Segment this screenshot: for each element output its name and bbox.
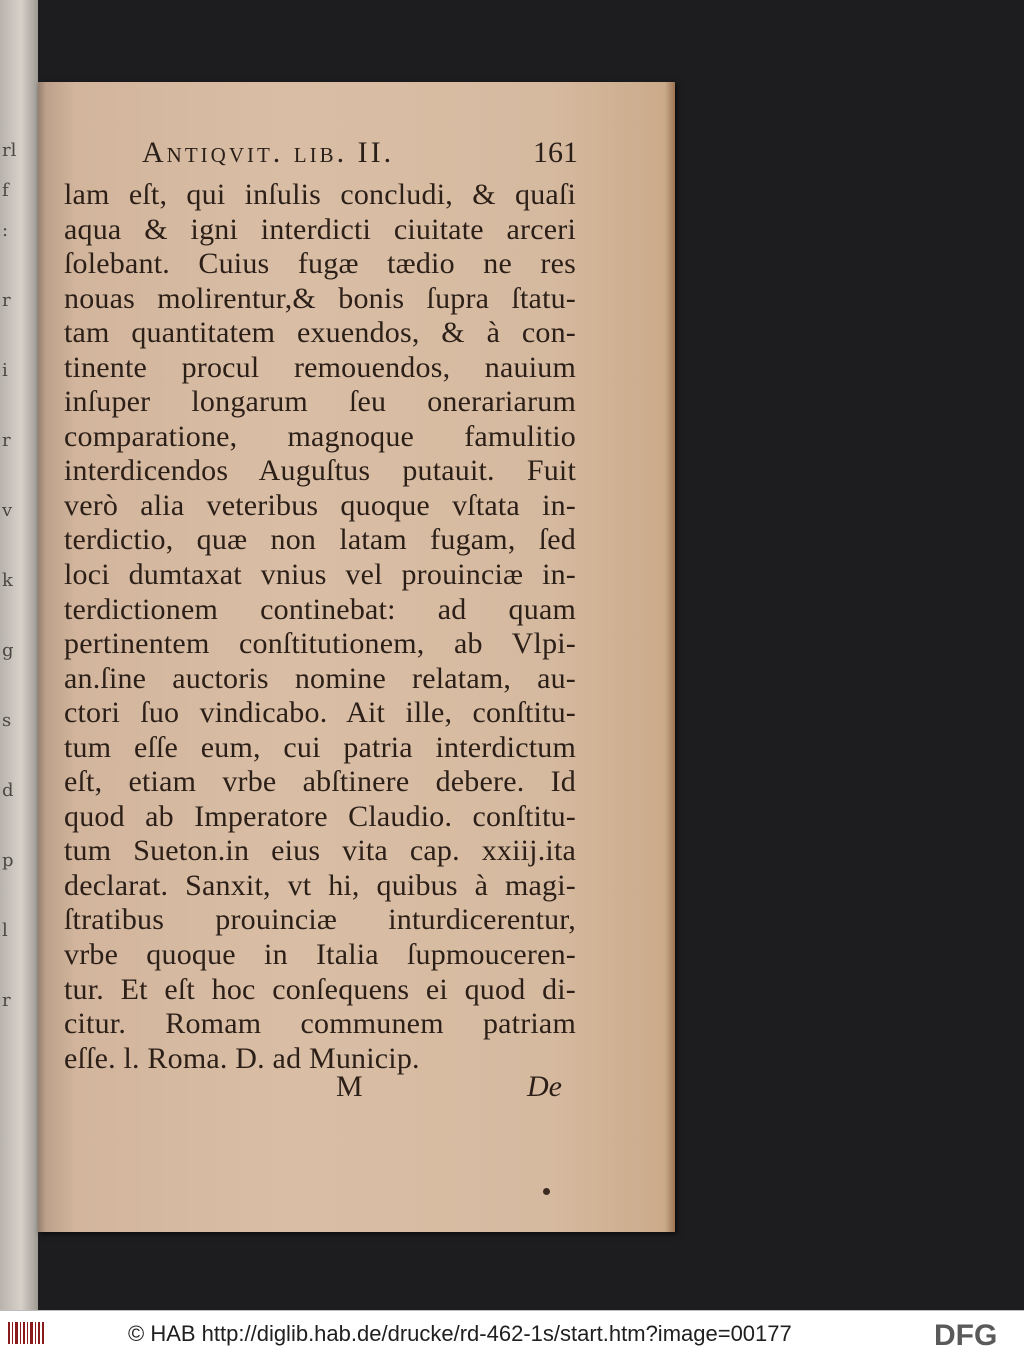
text-line: eſt, etiam vrbe abſtinere debere. Id <box>64 765 576 799</box>
text-line: an.ſine auctoris nomine relatam, au- <box>64 661 576 695</box>
text-line: aqua & igni interdicti ciuitate arceri <box>64 212 576 246</box>
text-line: vrbe quoque in Italia ſupmouceren- <box>64 938 576 972</box>
edge-fragment: k <box>2 570 13 591</box>
text-line: citur. Romam communem patriam <box>64 1007 576 1041</box>
catchword: De <box>527 1070 562 1103</box>
page-fold-shadow <box>38 82 46 1232</box>
text-line: tur. Et eſt hoc conſequens ei quod di- <box>64 972 576 1006</box>
book-page <box>38 82 675 1232</box>
text-line: comparatione, magnoque famulitio <box>64 419 576 453</box>
text-line: terdictio, quæ non latam fugam, ſed <box>64 523 576 557</box>
edge-fragment: f <box>2 180 9 201</box>
edge-fragment: r <box>2 430 11 451</box>
ink-spot <box>543 1188 550 1195</box>
text-line: pertinentem conſtitutionem, ab Vlpi- <box>64 627 576 661</box>
text-line: loci dumtaxat vnius vel prouinciæ in- <box>64 558 576 592</box>
text-line: quod ab Imperatore Claudio. conſtitu- <box>64 799 576 833</box>
edge-fragment: rl <box>2 140 17 161</box>
page-number: 161 <box>533 136 578 169</box>
edge-fragment: v <box>2 500 13 521</box>
signature-mark: M <box>336 1070 363 1103</box>
text-line: ctori ſuo vindicabo. Ait ille, conſtitu- <box>64 696 576 730</box>
edge-fragment: g <box>2 640 14 661</box>
text-line: nouas molirentur,& bonis ſupra ſtatu- <box>64 281 576 315</box>
barcode-logo-icon <box>6 1319 46 1347</box>
text-line: verò alia veteribus quoque vſtata in- <box>64 488 576 522</box>
text-line: interdicendos Auguſtus putauit. Fuit <box>64 454 576 488</box>
page-edge <box>665 82 675 1232</box>
footer-bar <box>0 1310 1024 1355</box>
text-line: tinente procul remouendos, nauium <box>64 350 576 384</box>
text-line: ſtratibus prouinciæ inturdicerentur, <box>64 903 576 937</box>
text-line: tum Sueton.in eius vita cap. xxiij.ita <box>64 834 576 868</box>
text-line: terdictionem continebat: ad quam <box>64 592 576 626</box>
edge-fragment: l <box>2 920 8 941</box>
dfg-logo-text: DFG <box>934 1319 998 1349</box>
text-line: tam quantitatem exuendos, & à con- <box>64 316 576 350</box>
text-line: ſolebant. Cuius fugæ tædio ne res <box>64 247 576 281</box>
text-line: lam eſt, qui inſulis concludi, & quaſi <box>64 178 576 211</box>
edge-fragment: s <box>2 710 12 731</box>
page-body-text <box>64 178 576 1076</box>
edge-fragment: : <box>2 220 9 241</box>
text-line: tum eſſe eum, cui patria interdictum <box>64 730 576 764</box>
text-line: inſuper longarum ſeu onerariarum <box>64 385 576 419</box>
running-head-title: Antiqvit. lib. II. <box>142 136 395 169</box>
dfg-logo-icon <box>932 1317 1020 1349</box>
edge-fragment: d <box>2 780 14 801</box>
edge-fragment: p <box>2 850 14 871</box>
edge-fragment: i <box>2 360 8 381</box>
edge-fragment: r <box>2 290 11 311</box>
running-head <box>142 136 612 176</box>
edge-fragment: r <box>2 990 11 1011</box>
footer-copyright-link[interactable]: © HAB http://diglib.hab.de/drucke/rd-462-1s/start.htm?image=00177 <box>128 1321 792 1346</box>
adjacent-page-edge <box>0 0 38 1310</box>
text-line: declarat. Sanxit, vt hi, quibus à magi- <box>64 868 576 902</box>
catchline <box>336 1070 562 1106</box>
text-line: eſſe. l. Roma. D. ad Municip. <box>64 1041 420 1075</box>
